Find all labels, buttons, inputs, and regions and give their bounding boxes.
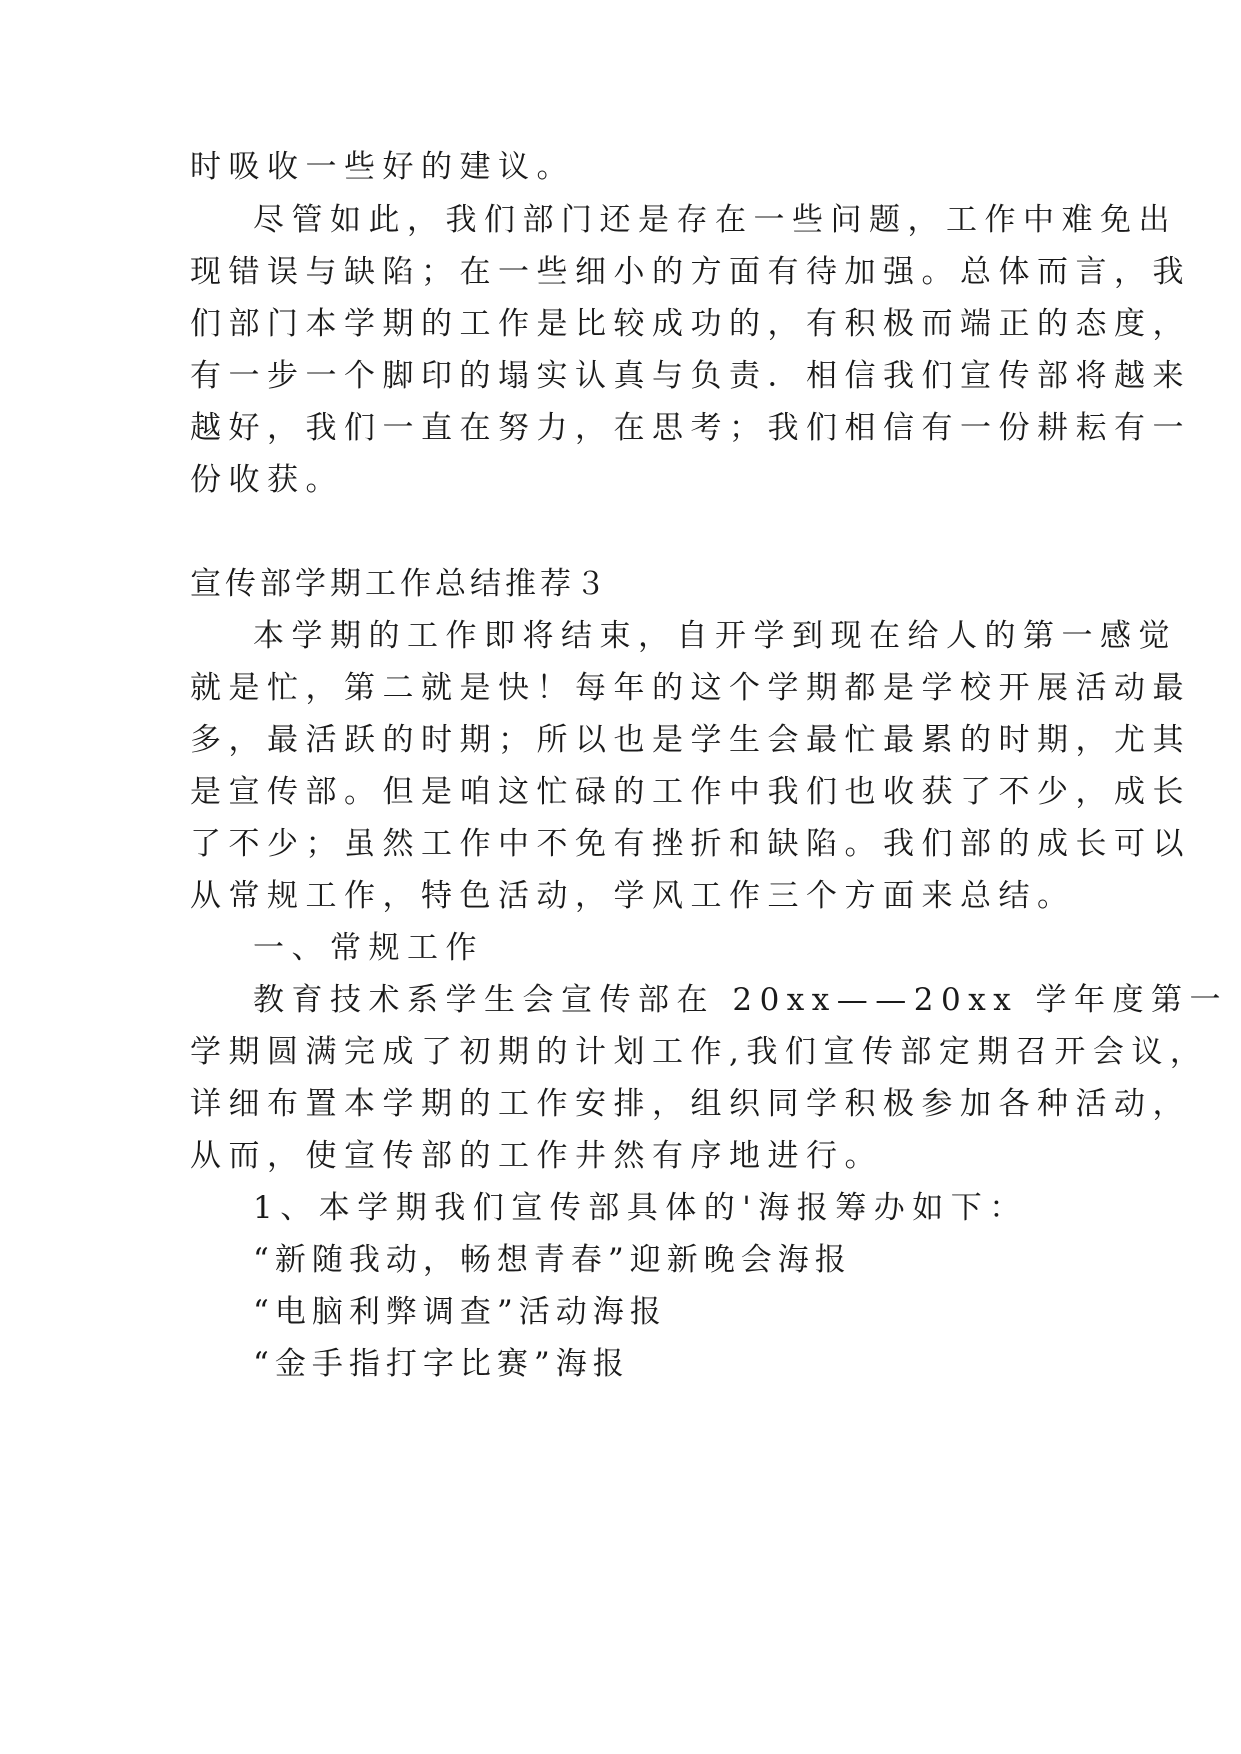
paragraph-line: 是宣传部。但是咱这忙碌的工作中我们也收获了不少，成长 bbox=[190, 774, 1191, 810]
paragraph-line: 份收获。 bbox=[190, 462, 344, 498]
paragraph-line: 本学期的工作即将结束，自开学到现在给人的第一感觉 bbox=[253, 618, 1177, 654]
poster-item: “新随我动，畅想青春”迎新晚会海报 bbox=[253, 1242, 852, 1278]
paragraph-line: 从而，使宣传部的工作井然有序地进行。 bbox=[190, 1138, 883, 1174]
paragraph-line: 有一步一个脚印的塌实认真与负责．相信我们宣传部将越来 bbox=[190, 358, 1191, 394]
poster-item: “电脑利弊调查”活动海报 bbox=[253, 1294, 667, 1330]
paragraph-line: 教育技术系学生会宣传部在 20xx——20xx 学年度第一 bbox=[253, 982, 1229, 1018]
list-item: 1、本学期我们宣传部具体的'海报筹办如下： bbox=[253, 1190, 1028, 1226]
paragraph-line: 学期圆满完成了初期的计划工作,我们宣传部定期召开会议， bbox=[190, 1034, 1209, 1070]
paragraph-line: 现错误与缺陷；在一些细小的方面有待加强。总体而言，我 bbox=[190, 254, 1191, 290]
paragraph-line: 尽管如此，我们部门还是存在一些问题，工作中难免出 bbox=[253, 202, 1177, 238]
paragraph-line: 多，最活跃的时期；所以也是学生会最忙最累的时期，尤其 bbox=[190, 722, 1191, 758]
paragraph-line: 从常规工作，特色活动，学风工作三个方面来总结。 bbox=[190, 878, 1076, 914]
paragraph-line: 就是忙，第二就是快！每年的这个学期都是学校开展活动最 bbox=[190, 670, 1191, 706]
paragraph-line: 时吸收一些好的建议。 bbox=[190, 149, 575, 185]
section-heading: 宣传部学期工作总结推荐３ bbox=[190, 566, 610, 602]
paragraph-line: 们部门本学期的工作是比较成功的，有积极而端正的态度， bbox=[190, 306, 1191, 342]
paragraph-line: 越好，我们一直在努力，在思考；我们相信有一份耕耘有一 bbox=[190, 410, 1191, 446]
subsection-heading: 一、常规工作 bbox=[253, 930, 484, 966]
paragraph-line: 了不少；虽然工作中不免有挫折和缺陷。我们部的成长可以 bbox=[190, 826, 1191, 862]
poster-item: “金手指打字比赛”海报 bbox=[253, 1346, 630, 1382]
paragraph-line: 详细布置本学期的工作安排，组织同学积极参加各种活动， bbox=[190, 1086, 1191, 1122]
